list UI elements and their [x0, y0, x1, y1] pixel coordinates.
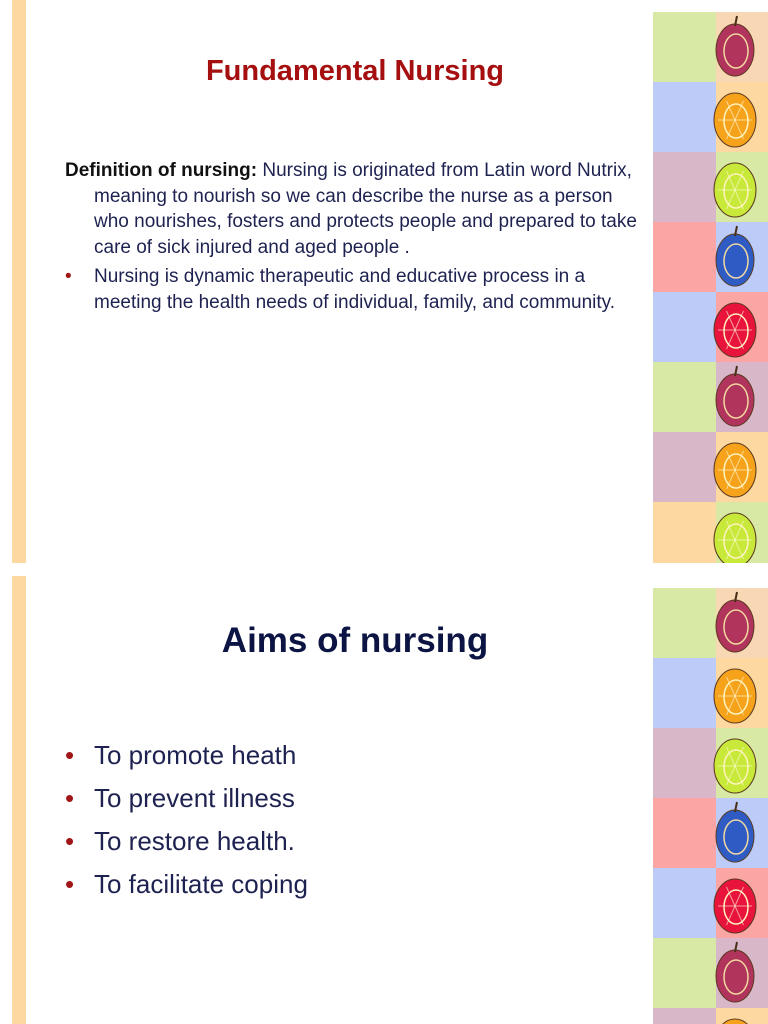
lime-slice-icon — [712, 154, 758, 220]
bullet-text: To promote heath — [94, 740, 297, 770]
bullet-item — [65, 863, 645, 906]
fruit-tile — [653, 728, 768, 798]
fruit-tile-column — [653, 588, 768, 1024]
slide-body — [65, 158, 645, 315]
definition-label: Definition of nursing: — [65, 160, 258, 181]
color-square — [653, 152, 716, 222]
orange-slice-icon — [712, 434, 758, 500]
fruit-tile — [653, 588, 768, 658]
color-square — [653, 728, 716, 798]
fruit-tile — [653, 502, 768, 563]
fruit-tile — [653, 938, 768, 1008]
bullet-dot-icon: • — [65, 266, 72, 287]
bullet-item — [65, 734, 645, 777]
bullet-item — [65, 264, 645, 315]
color-square — [653, 588, 716, 658]
orange-slice-icon — [712, 660, 758, 726]
slide-body — [65, 734, 645, 906]
color-square — [653, 362, 716, 432]
slide-title: Aims of nursing — [221, 621, 489, 660]
definition-paragraph — [65, 158, 645, 260]
bullet-text: Nursing is dynamic therapeutic and educative process in a meeting the health needs of individual, family, and community. — [94, 266, 616, 313]
fruit-tile — [653, 1008, 768, 1024]
bullet-dot-icon: • — [65, 783, 75, 813]
color-square — [653, 1008, 716, 1024]
color-square — [653, 12, 716, 82]
color-square — [653, 868, 716, 938]
fruit-tile — [653, 292, 768, 362]
bullet-text: To restore health. — [94, 826, 295, 856]
fruit-tile — [653, 798, 768, 868]
red-slice-icon — [712, 870, 758, 936]
lime-slice-icon — [712, 504, 758, 563]
color-square — [653, 432, 716, 502]
color-square — [653, 292, 716, 362]
blue-apple-icon — [712, 224, 758, 290]
orange-slice-icon — [712, 1010, 758, 1024]
bullet-dot-icon: • — [65, 826, 75, 856]
left-accent-stripe — [12, 0, 26, 563]
apple-icon — [712, 940, 758, 1006]
bullet-dot-icon: • — [65, 740, 75, 770]
left-accent-stripe — [12, 576, 26, 1024]
bullet-text: To facilitate coping — [94, 869, 308, 899]
fruit-tile — [653, 868, 768, 938]
fruit-tile-column — [653, 12, 768, 563]
apple-icon — [712, 590, 758, 656]
fruit-tile — [653, 152, 768, 222]
bullet-dot-icon: • — [65, 869, 75, 899]
apple-icon — [712, 14, 758, 80]
fruit-tile — [653, 222, 768, 292]
bullet-item — [65, 777, 645, 820]
red-slice-icon — [712, 294, 758, 360]
color-square — [653, 798, 716, 868]
bullet-item — [65, 820, 645, 863]
apple-icon — [712, 364, 758, 430]
slide-aims-of-nursing — [0, 576, 768, 1024]
fruit-tile — [653, 658, 768, 728]
color-square — [653, 658, 716, 728]
fruit-tile — [653, 432, 768, 502]
bullet-text: To prevent illness — [94, 783, 295, 813]
color-square — [653, 222, 716, 292]
fruit-tile — [653, 82, 768, 152]
blue-apple-icon — [712, 800, 758, 866]
color-square — [653, 502, 716, 563]
lime-slice-icon — [712, 730, 758, 796]
color-square — [653, 82, 716, 152]
definition-text: Nursing is originated from Latin word Nutrix, meaning to nourish so we can describe the nurse as a person who nourishes, fosters and protects people and prepared to take care of sick injured and aged people . — [94, 160, 637, 258]
color-square — [653, 938, 716, 1008]
fruit-tile — [653, 12, 768, 82]
fruit-tile — [653, 362, 768, 432]
slide-title: Fundamental Nursing — [205, 55, 505, 87]
orange-slice-icon — [712, 84, 758, 150]
